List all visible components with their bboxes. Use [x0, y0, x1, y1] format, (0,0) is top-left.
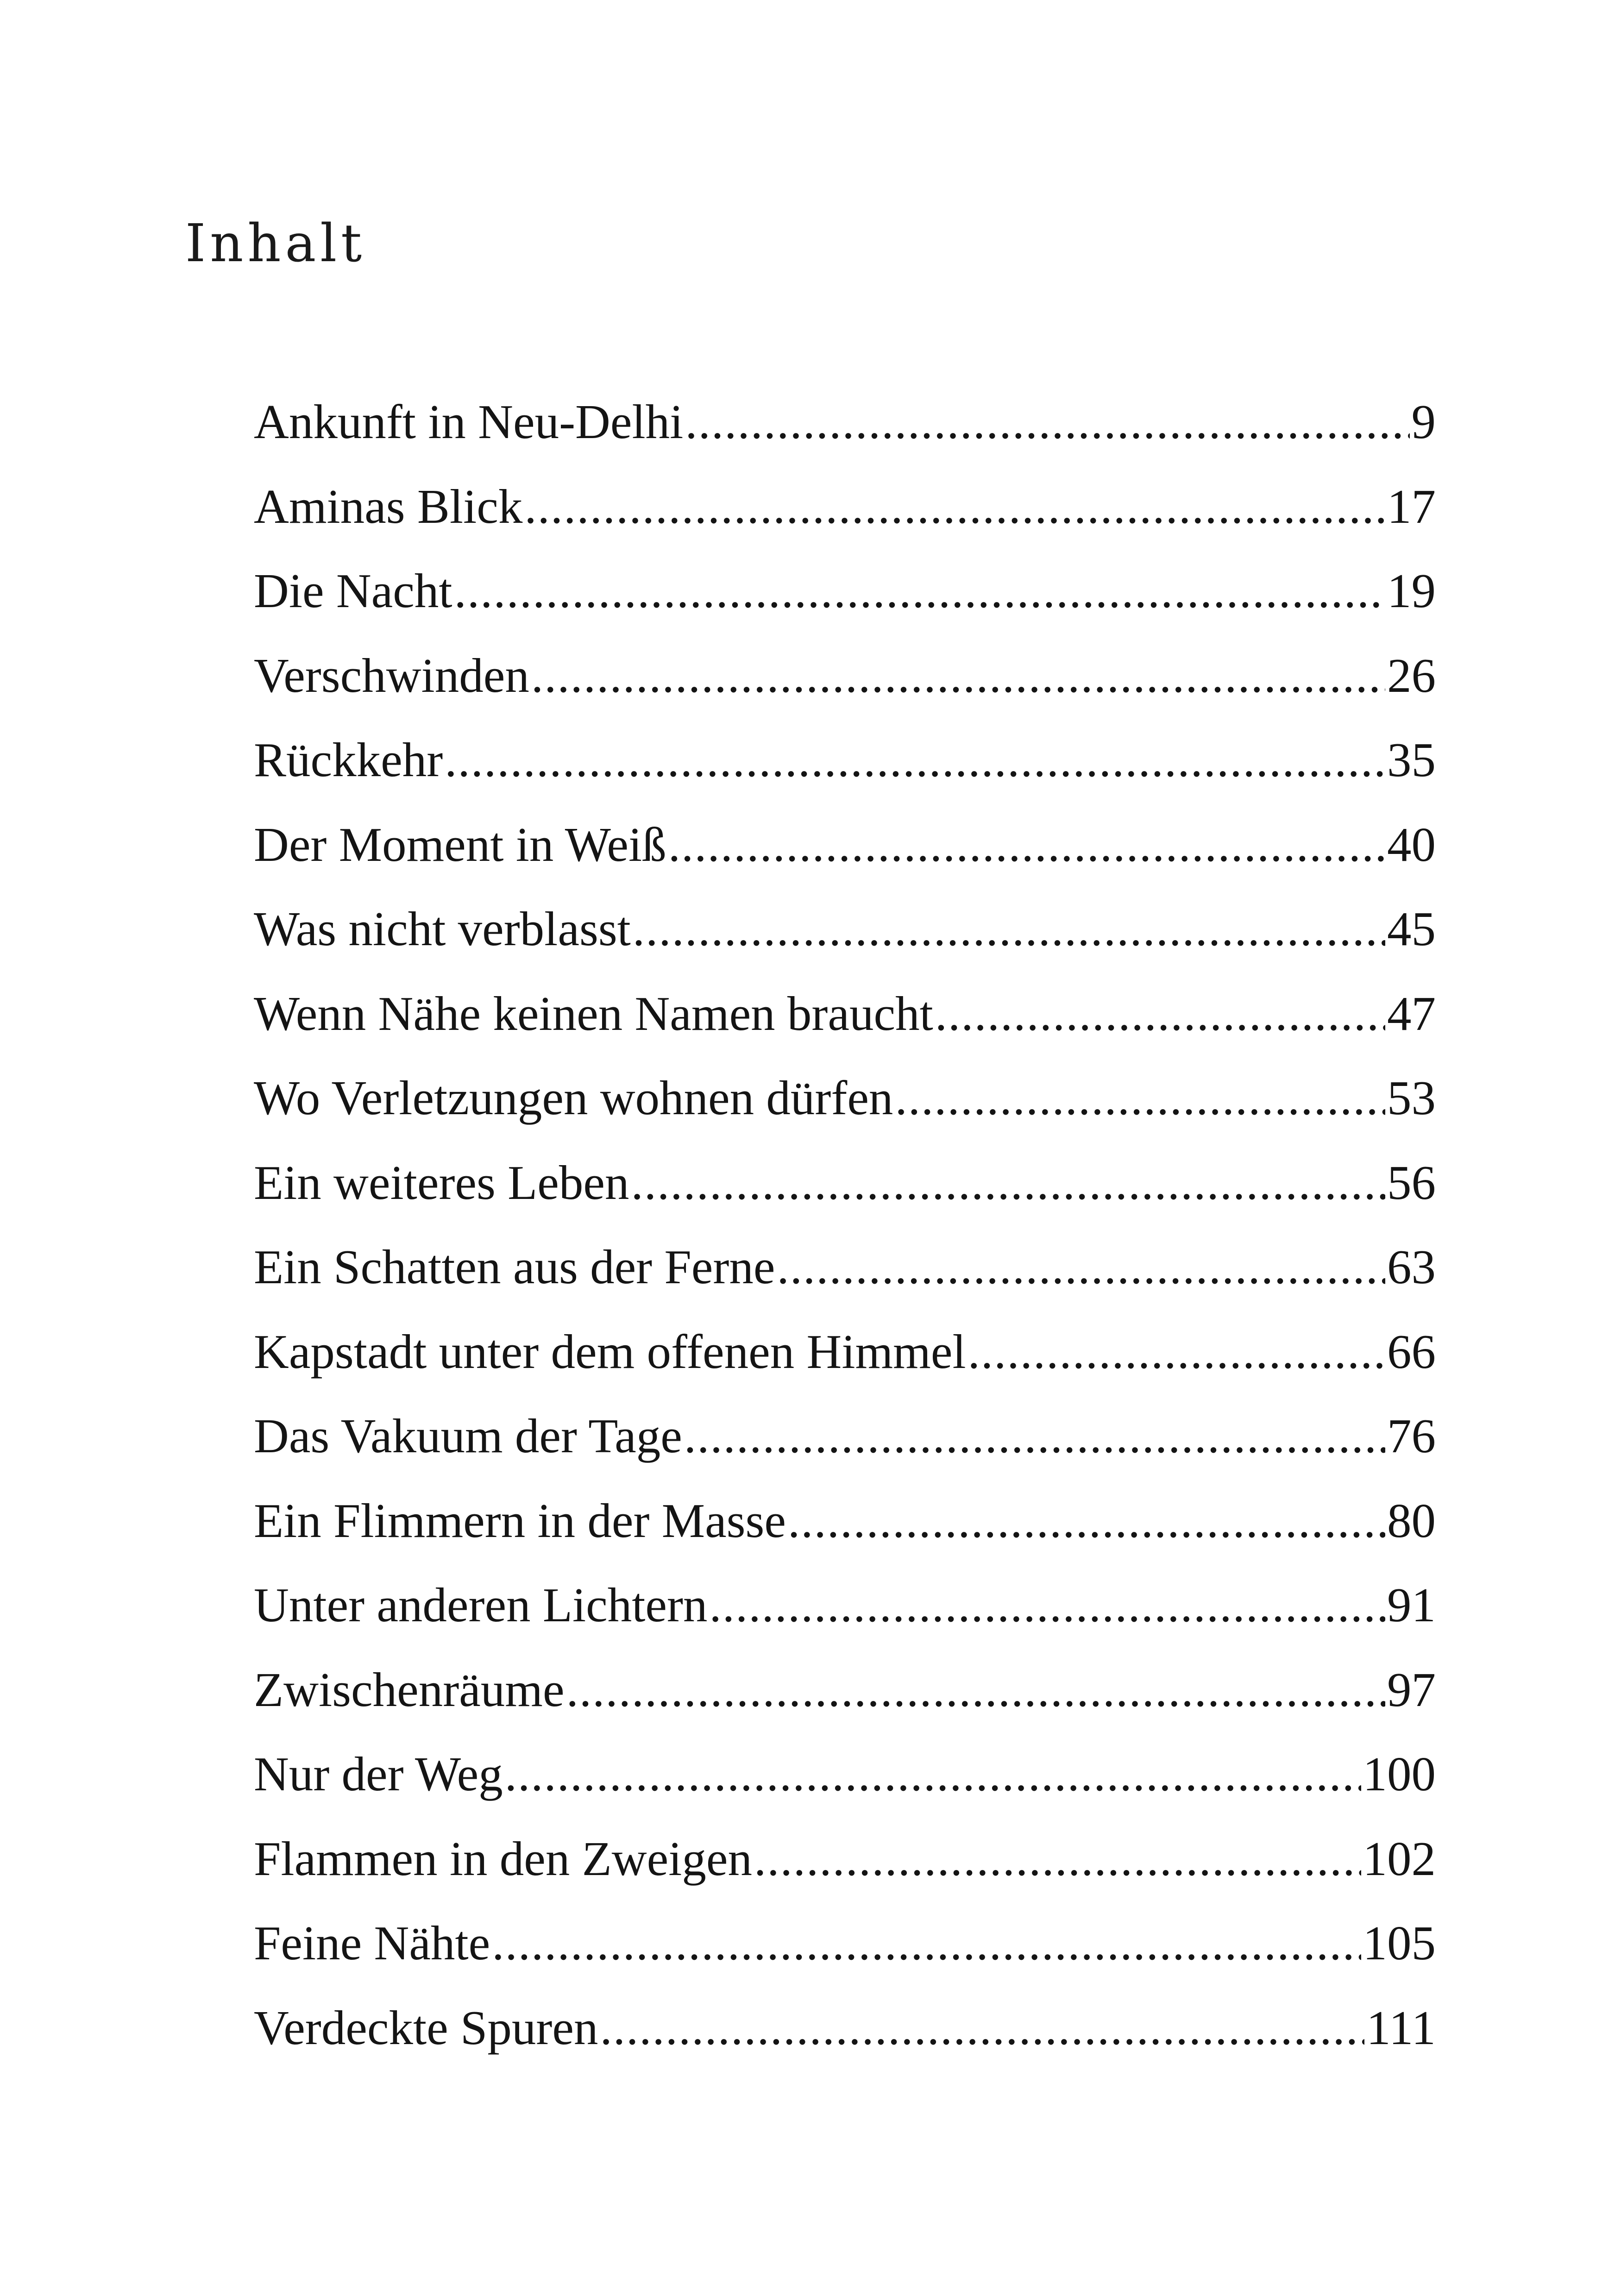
- toc-entry-title: Nur der Weg: [254, 1750, 503, 1801]
- toc-entry-title: Wenn Nähe keinen Namen braucht: [254, 989, 933, 1041]
- toc-entry: [254, 1073, 1436, 1158]
- dot-leader: [685, 397, 1409, 446]
- toc-entry: [254, 904, 1436, 989]
- dot-leader: [566, 1665, 1385, 1714]
- toc-entry-page: 26: [1387, 651, 1436, 703]
- toc-entry-title: Unter anderen Lichtern: [254, 1581, 708, 1632]
- toc-entry-page: 53: [1387, 1073, 1436, 1125]
- toc-entry: [254, 397, 1436, 482]
- toc-entry-page: 111: [1366, 2003, 1436, 2055]
- toc-entry: [254, 735, 1436, 820]
- toc-entry-title: Das Vakuum der Tage: [254, 1411, 682, 1463]
- toc-entry-title: Verdeckte Spuren: [254, 2003, 598, 2055]
- toc-entry-page: 80: [1387, 1496, 1436, 1548]
- toc-entry-page: 17: [1387, 482, 1436, 533]
- toc-entry-title: Was nicht verblasst: [254, 904, 631, 956]
- dot-leader: [524, 482, 1385, 531]
- toc-entry-page: 76: [1387, 1411, 1436, 1463]
- toc-entry-page: 40: [1387, 820, 1436, 872]
- toc-entry: [254, 1411, 1436, 1496]
- dot-leader: [777, 1242, 1385, 1291]
- toc-entry-title: Zwischenräume: [254, 1665, 565, 1717]
- toc-entry: [254, 651, 1436, 736]
- dot-leader: [788, 1496, 1385, 1545]
- dot-leader: [445, 735, 1385, 784]
- dot-leader: [492, 1919, 1361, 1967]
- toc-entry: [254, 1834, 1436, 1919]
- toc-entry-page: 19: [1387, 566, 1436, 618]
- dot-leader: [895, 1073, 1385, 1122]
- dot-leader: [684, 1411, 1385, 1460]
- toc-entry-page: 105: [1363, 1919, 1436, 1970]
- toc-entry-title: Ein weiteres Leben: [254, 1158, 629, 1210]
- table-of-contents: [254, 397, 1436, 2088]
- toc-entry-title: Ankunft in Neu-Delhi: [254, 397, 684, 449]
- dot-leader: [935, 989, 1385, 1038]
- toc-entry-page: 63: [1387, 1242, 1436, 1294]
- toc-entry-title: Der Moment in Weiß: [254, 820, 666, 872]
- dot-leader: [754, 1834, 1361, 1883]
- toc-entry: [254, 1158, 1436, 1243]
- toc-entry-title: Die Nacht: [254, 566, 452, 618]
- toc-entry-page: 9: [1411, 397, 1436, 449]
- toc-entry-title: Feine Nähte: [254, 1919, 490, 1970]
- toc-entry: [254, 1750, 1436, 1834]
- toc-entry: [254, 566, 1436, 651]
- toc-entry: [254, 1581, 1436, 1665]
- page-title: Inhalt: [185, 213, 366, 274]
- toc-entry: [254, 1919, 1436, 2003]
- dot-leader: [968, 1327, 1385, 1376]
- dot-leader: [505, 1750, 1361, 1798]
- toc-entry-page: 66: [1387, 1327, 1436, 1379]
- toc-entry-page: 45: [1387, 904, 1436, 956]
- toc-entry: [254, 820, 1436, 905]
- toc-entry-title: Flammen in den Zweigen: [254, 1834, 752, 1886]
- toc-entry: [254, 2003, 1436, 2088]
- toc-entry-page: 47: [1387, 989, 1436, 1041]
- toc-entry-page: 102: [1363, 1834, 1436, 1886]
- toc-entry: [254, 1242, 1436, 1327]
- toc-entry-page: 91: [1387, 1581, 1436, 1632]
- toc-entry: [254, 1665, 1436, 1750]
- toc-entry-page: 35: [1387, 735, 1436, 787]
- toc-entry-title: Kapstadt unter dem offenen Himmel: [254, 1327, 966, 1379]
- toc-entry: [254, 1496, 1436, 1581]
- toc-entry-page: 97: [1387, 1665, 1436, 1717]
- dot-leader: [454, 566, 1385, 615]
- toc-entry: [254, 1327, 1436, 1412]
- toc-entry-title: Wo Verletzungen wohnen dürfen: [254, 1073, 893, 1125]
- dot-leader: [631, 1158, 1385, 1207]
- toc-entry-page: 100: [1363, 1750, 1436, 1801]
- toc-entry-title: Ein Schatten aus der Ferne: [254, 1242, 775, 1294]
- dot-leader: [633, 904, 1385, 953]
- dot-leader: [710, 1581, 1385, 1629]
- toc-entry-page: 56: [1387, 1158, 1436, 1210]
- toc-entry-title: Ein Flimmern in der Masse: [254, 1496, 786, 1548]
- toc-entry-title: Aminas Blick: [254, 482, 523, 533]
- toc-entry-title: Verschwinden: [254, 651, 529, 703]
- dot-leader: [531, 651, 1385, 700]
- toc-entry: [254, 989, 1436, 1074]
- toc-entry: [254, 482, 1436, 567]
- dot-leader: [600, 2003, 1364, 2052]
- toc-entry-title: Rückkehr: [254, 735, 443, 787]
- dot-leader: [668, 820, 1385, 869]
